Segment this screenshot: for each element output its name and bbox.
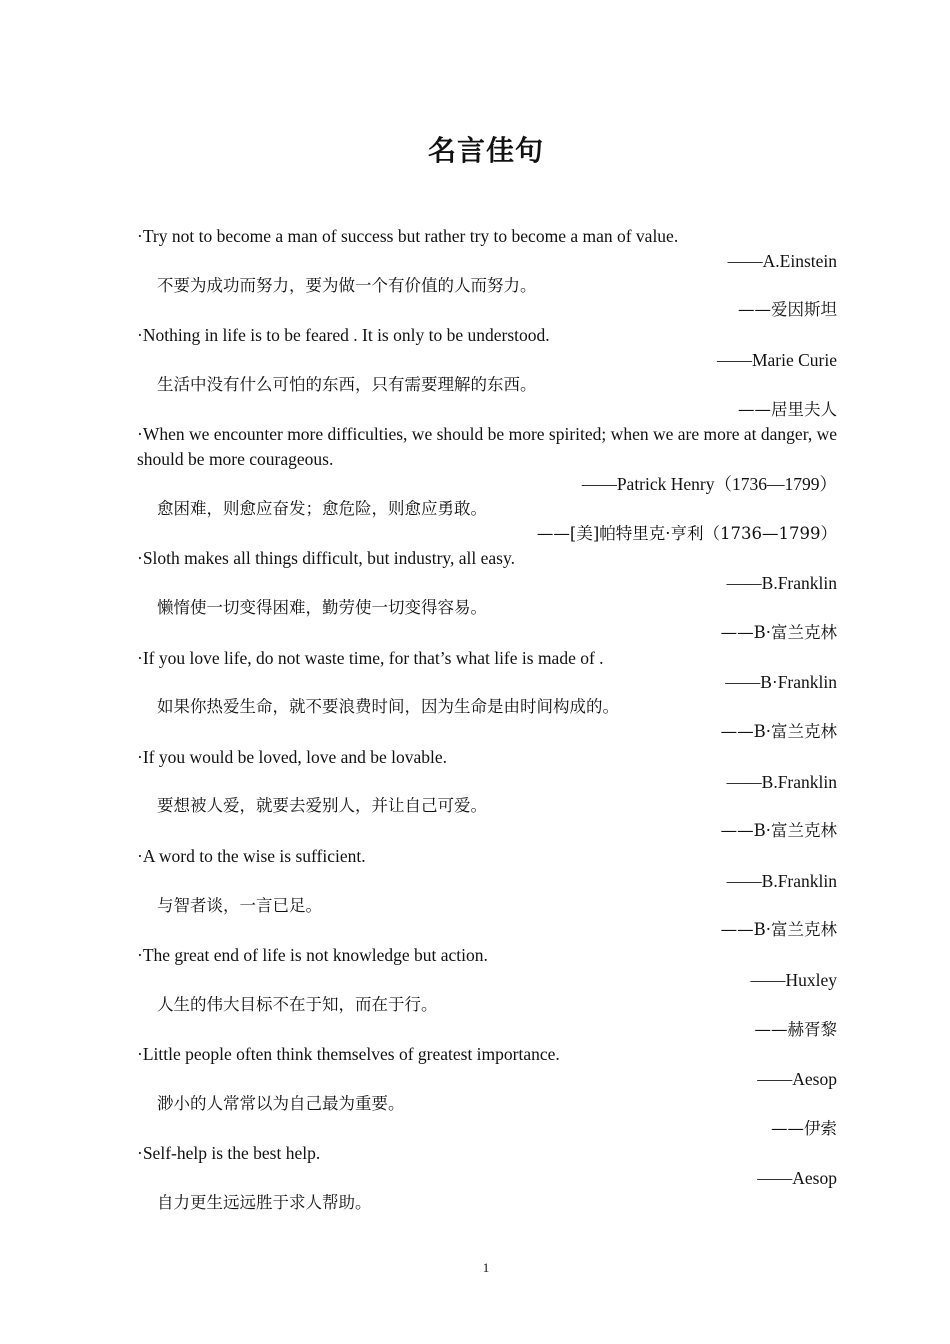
quote-item	[137, 943, 837, 1042]
quote-item	[137, 745, 837, 844]
quote-english-author: ——Huxley	[750, 969, 837, 990]
quote-english-author: ——Aesop	[757, 1069, 837, 1090]
quote-english: ·The great end of life is not knowledge but action.	[137, 945, 488, 966]
quote-chinese: 生活中没有什么可怕的东西，只有需要理解的东西。	[157, 374, 537, 394]
quote-chinese: 愈困难，则愈应奋发；愈危险，则愈应勇敢。	[157, 498, 487, 518]
quote-english-author: ——B.Franklin	[726, 573, 837, 594]
quote-item	[137, 1141, 837, 1215]
quote-english: ·If you love life, do not waste time, for that’s what life is made of .	[137, 647, 604, 668]
quote-chinese: 渺小的人常常以为自己最为重要。	[157, 1093, 405, 1113]
quote-chinese: 懒惰使一切变得困难，勤劳使一切变得容易。	[157, 597, 487, 617]
quote-english: ·Sloth makes all things difficult, but industry, all easy.	[137, 548, 515, 569]
quote-english-author: ——B.Franklin	[726, 870, 837, 891]
quote-chinese-author: ——伊索	[771, 1118, 837, 1138]
quote-english: ·A word to the wise is sufficient.	[137, 845, 366, 866]
quote-english: ·Try not to become a man of success but rather try to become a man of value.	[137, 226, 679, 246]
quote-english-author: ——B.Franklin	[726, 771, 837, 792]
quote-item	[137, 224, 837, 323]
quote-chinese-author: ——赫胥黎	[754, 1019, 837, 1039]
page-number: 1	[482, 1260, 490, 1275]
quote-item	[137, 323, 837, 422]
page-title: 名言佳句	[427, 134, 544, 167]
quote-english: ·If you would be loved, love and be lovable.	[137, 746, 448, 767]
quote-chinese: 人生的伟大目标不在于知，而在于行。	[157, 994, 438, 1014]
quote-chinese-author: ——居里夫人	[738, 399, 837, 419]
quote-chinese-author: ——B·富兰克林	[720, 920, 837, 940]
quote-chinese-author: ——爱因斯坦	[738, 300, 837, 320]
quote-item	[137, 1042, 837, 1141]
quotes-list	[137, 224, 837, 1216]
quote-english: ·Self-help is the best help.	[137, 1143, 321, 1164]
quote-english: ·Nothing in life is to be feared . It is only to be understood.	[137, 325, 550, 346]
quote-item	[137, 422, 837, 546]
quote-chinese: 与智者谈，一言已足。	[157, 895, 322, 915]
quote-english-author: ——Patrick Henry（1736—1799）	[581, 473, 837, 494]
quote-chinese-author: ——[美]帕特里克·亨利（1736—1799）	[536, 523, 837, 543]
quote-english: ·Little people often think themselves of greatest importance.	[137, 1044, 560, 1065]
quote-english: ·When we encounter more difficulties, we should be more spirited; when we are more at danger, we should be more courageous.	[137, 424, 837, 470]
quote-english-author: ——Marie Curie	[716, 349, 837, 370]
quote-chinese: 不要为成功而努力，要为做一个有价值的人而努力。	[157, 275, 537, 295]
quote-chinese-author: ——B·富兰克林	[720, 622, 837, 642]
quote-chinese-author: ——B·富兰克林	[720, 821, 837, 841]
quote-chinese: 要想被人爱，就要去爱别人，并让自己可爱。	[157, 796, 487, 816]
quote-chinese: 自力更生远远胜于求人帮助。	[157, 1193, 372, 1213]
quote-chinese-author: ——B·富兰克林	[720, 721, 837, 741]
quote-english-author: ——Aesop	[757, 1168, 837, 1189]
quote-item	[137, 546, 837, 645]
quote-item	[137, 844, 837, 943]
quote-english-author: ——A.Einstein	[727, 250, 837, 271]
quote-chinese: 如果你热爱生命，就不要浪费时间，因为生命是由时间构成的。	[157, 697, 619, 717]
quote-item	[137, 646, 837, 745]
quote-english-author: ——B·Franklin	[725, 672, 837, 693]
